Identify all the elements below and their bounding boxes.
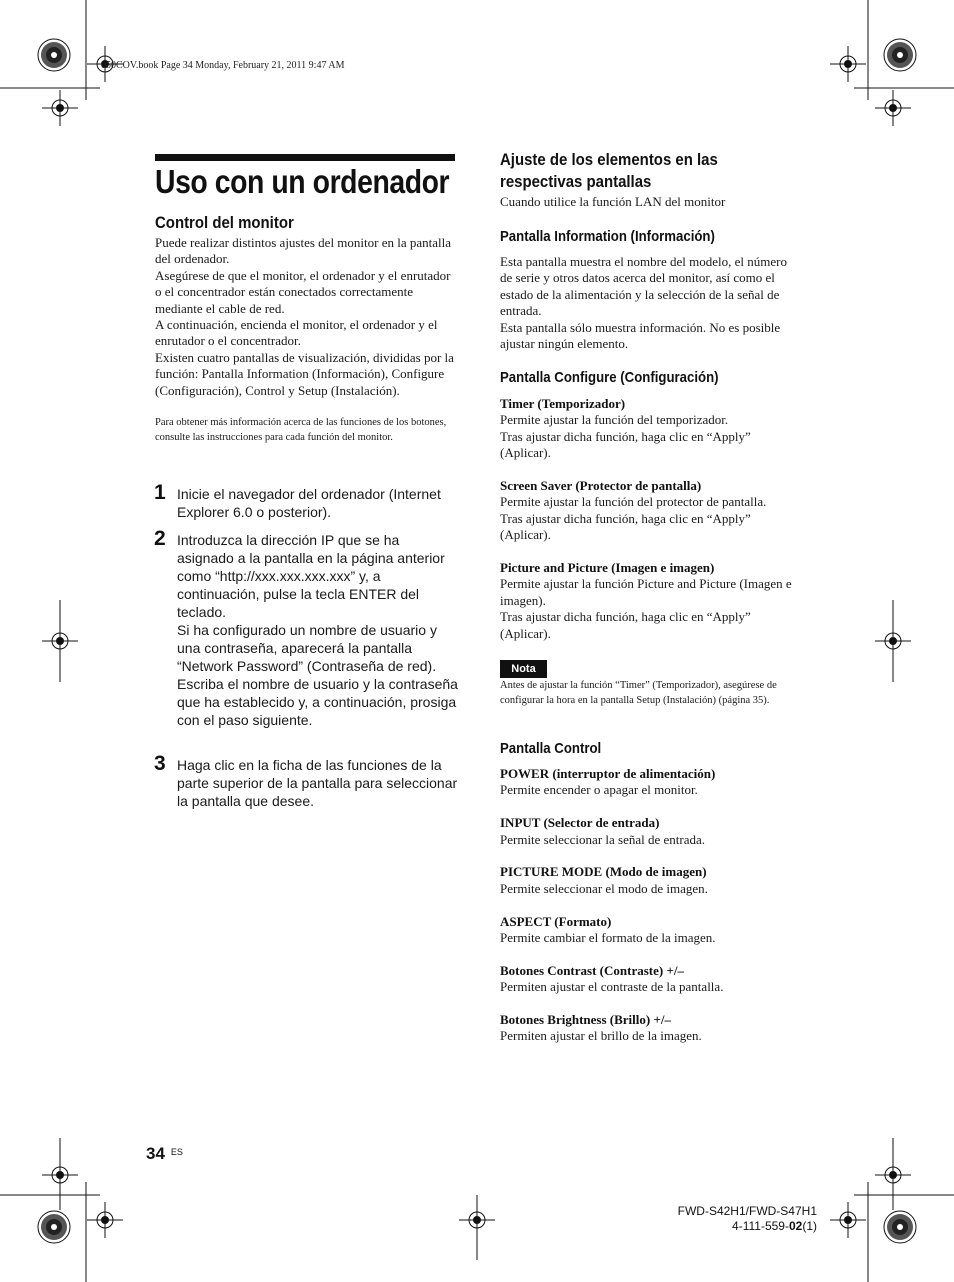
page-number: 34 [146,1144,165,1163]
page-number-block [146,1144,183,1164]
page-language: ES [170,1147,183,1157]
item-title: Botones Contrast (Contraste) +/– [500,962,684,978]
heading-information: Pantalla Information (Información) [500,228,715,245]
item-text: Permite seleccionar el modo de imagen. [500,880,708,896]
model-name: FWD-S42H1/FWD-S47H1 [677,1204,817,1218]
step-number: 3 [154,752,166,775]
item-text: Tras ajustar dicha función, haga clic en “Apply” (Aplicar). [500,510,751,543]
note-badge: Nota [500,660,547,678]
step-text [177,531,459,729]
information-text [500,254,800,352]
book-info: 050COV.book Page 34 Monday, February 21, 2011 9:47 AM [101,60,345,71]
title-rule [155,154,455,161]
intro-paragraph: Asegúrese de que el monitor, el ordenador y el enrutador o el concentrador están conectados correctamente mediante el cable de red. [155,267,451,316]
corner-target-icon [38,1211,70,1243]
item-title: Screen Saver (Protector de pantalla) [500,478,702,494]
model-info [678,1204,817,1234]
control-item [500,766,802,799]
control-item [500,963,802,996]
step-text: Inicie el navegador del ordenador (Internet Explorer 6.0 o posterior). [177,486,441,520]
configure-item [500,396,802,462]
item-text: Permite ajustar la función Picture and Picture (Imagen e imagen). [500,576,792,608]
control-item [500,914,802,947]
step-extra-text: Si ha configurado un nombre de usuario y una contraseña, aparecerá la pantalla “Network Password” (Contraseña de red). Escriba el nombre de usuario y la contraseña que ha establecido y, a continuación, prosiga con el paso siguiente. [177,622,458,728]
item-title: POWER (interruptor de alimentación) [500,766,716,781]
item-text: Tras ajustar dicha función, haga clic en “Apply” (Aplicar). [500,609,751,641]
intro-text [155,235,455,399]
item-text: Permiten ajustar el brillo de la imagen. [500,1028,702,1044]
corner-target-icon [884,39,916,71]
item-text: Permite ajustar la función del temporizador. [500,412,729,428]
control-item [500,1012,802,1045]
configure-item [500,560,802,642]
model-code: 4-111-559-02(1) [732,1219,817,1233]
section-heading-control-monitor: Control del monitor [155,213,294,232]
configure-items [500,396,802,642]
item-title: PICTURE MODE (Modo de imagen) [500,864,707,880]
corner-target-icon [38,39,70,71]
item-title: Timer (Temporizador) [500,396,626,411]
heading-configure: Pantalla Configure (Configuración) [500,369,719,386]
intro-paragraph: Puede realizar distintos ajustes del monitor en la pantalla del ordenador. [155,235,452,267]
item-title: Picture and Picture (Imagen e imagen) [500,560,715,576]
item-title: INPUT (Selector de entrada) [500,815,660,831]
control-items [500,766,802,1045]
step-number: 2 [154,527,166,550]
page-title: Uso con un ordenador [155,163,450,200]
information-paragraph: Esta pantalla muestra el nombre del modelo, el número de serie y otros datos acerca del monitor, así como el estado de la alimentación y la selección de la señal de entrada. [500,254,787,319]
control-item [500,864,802,897]
section-heading-line: Ajuste de los elementos en las [500,150,718,169]
intro-note: Para obtener más información acerca de las funciones de los botones, consulte las instrucciones para cada función del monitor. [155,417,447,444]
intro-paragraph: Existen cuatro pantallas de visualización, divididas por la función: Pantalla Information (Información), Configure (Configuración), Control y Setup (Instalación). [155,349,454,398]
note-text: Antes de ajustar la función “Timer” (Temporizador), asegúrese de configurar la hora en la pantalla Setup (Instalación) (página 35). [500,680,777,707]
section-heading-line: respectivas pantallas [500,172,652,191]
corner-target-icon [884,1211,916,1243]
item-text: Permite cambiar el formato de la imagen. [500,930,716,946]
item-title: ASPECT (Formato) [500,913,612,929]
item-text: Tras ajustar dicha función, haga clic en “Apply” (Aplicar). [500,428,751,461]
step-number: 1 [154,481,166,504]
section-heading-ajuste [500,149,718,193]
section-subtitle: Cuando utilice la función LAN del monitor [500,194,726,209]
item-title: Botones Brightness (Brillo) +/– [500,1012,671,1028]
step-main-text: Introduzca la dirección IP que se ha asignado a la pantalla en la página anterior como “http://xxx.xxx.xxx.xxx” y, a continuación, pulse la tecla ENTER del teclado. [177,532,445,620]
item-text: Permite encender o apagar el monitor. [500,782,698,798]
item-text: Permiten ajustar el contraste de la pantalla. [500,979,724,995]
item-text: Permite ajustar la función del protector de pantalla. [500,494,767,510]
control-item [500,815,802,848]
information-paragraph: Esta pantalla sólo muestra información. No es posible ajustar ningún elemento. [500,319,781,352]
item-text: Permite seleccionar la señal de entrada. [500,831,706,847]
configure-item [500,478,802,544]
intro-paragraph: A continuación, encienda el monitor, el ordenador y el enrutador o el concentrador. [155,317,438,349]
step-text: Haga clic en la ficha de las funciones de la parte superior de la pantalla para seleccionar la pantalla que desee. [177,757,458,809]
heading-control: Pantalla Control [500,740,602,757]
